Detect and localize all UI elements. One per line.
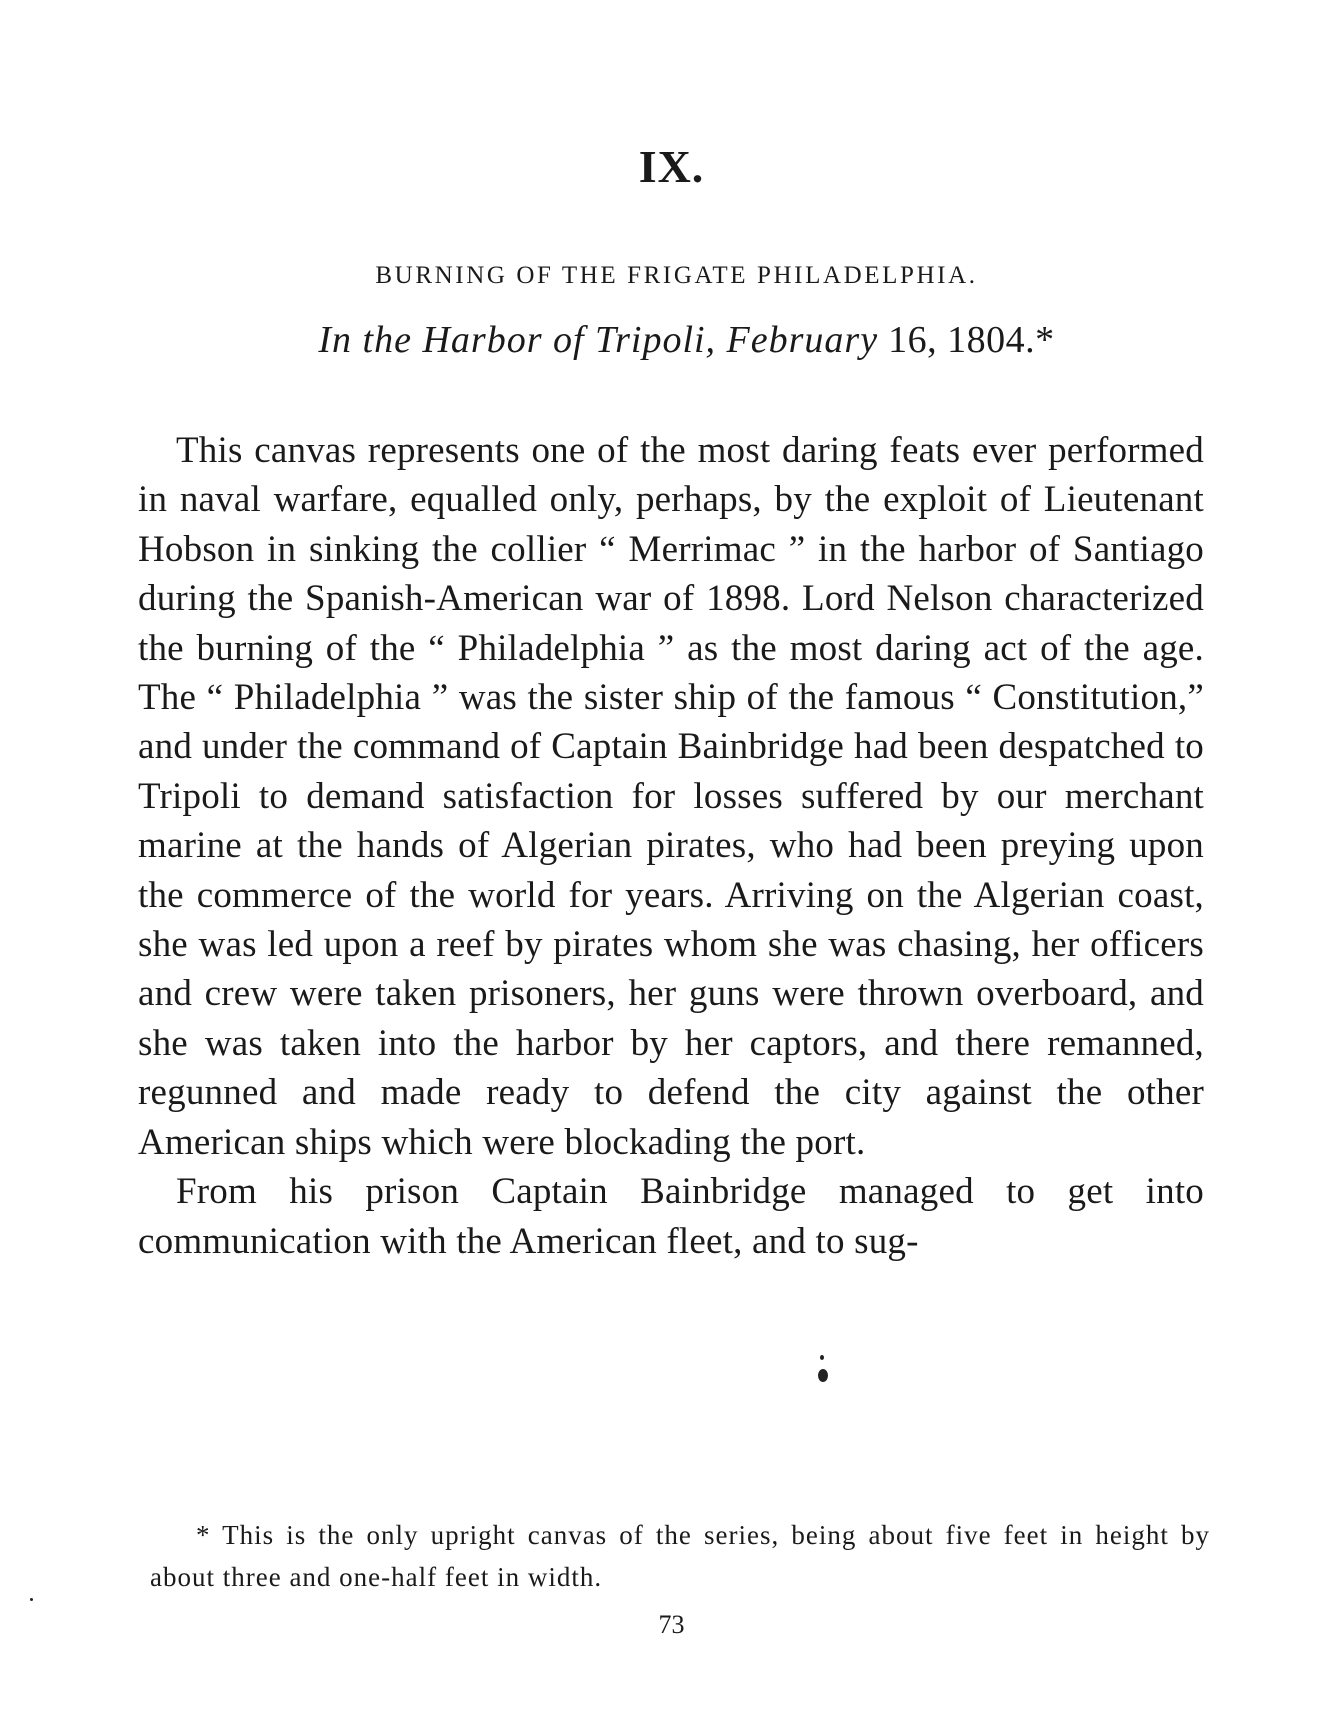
paragraph: From his prison Captain Bainbridge managed to get into communication with the American fleet, and to sug- — [138, 1171, 1204, 1262]
chapter-title: BURNING OF THE FRIGATE PHILADELPHIA. — [375, 262, 978, 289]
subtitle-date: 16, 1804.* — [878, 319, 1055, 361]
ink-speck — [30, 1598, 33, 1601]
page-number: 73 — [658, 1610, 685, 1639]
body-text — [138, 426, 1204, 1266]
ink-speck — [818, 1369, 828, 1382]
chapter-number: IX. — [638, 141, 705, 192]
subtitle-place: In the Harbor of Tripoli, February — [318, 319, 879, 361]
ink-speck — [820, 1355, 824, 1360]
footnote: * This is the only upright canvas of the series, being about five feet in height by about three and one-half feet in width. — [150, 1520, 1210, 1592]
paragraph: This canvas represents one of the most daring feats ever performed in naval warfare, equalled only, perhaps, by the exploit of Lieutenant Hobson in sinking the collier “ Merrimac ” in the harbor of Santiago during the Spanish-American war of 1898. Lord Nelson characterized the burning of the “ Philadelphia ” as the most daring act of the age. The “ Philadelphia ” was the sister ship of the famous “ Constitution,” and under the command of Captain Bainbridge had been despatched to Tripoli to demand satisfaction for losses suffered by our merchant marine at the hands of Algerian pirates, who had been preying upon the commerce of the world for years. Arriving on the Algerian coast, she was led upon a reef by pirates whom she was chasing, her officers and crew were taken prisoners, her guns were thrown overboard, and she was taken into the harbor by her captors, and there remanned, regunned and made ready to defend the city against the other American ships which were blockading the port. — [138, 430, 1204, 1163]
chapter-subtitle — [0, 318, 1343, 362]
